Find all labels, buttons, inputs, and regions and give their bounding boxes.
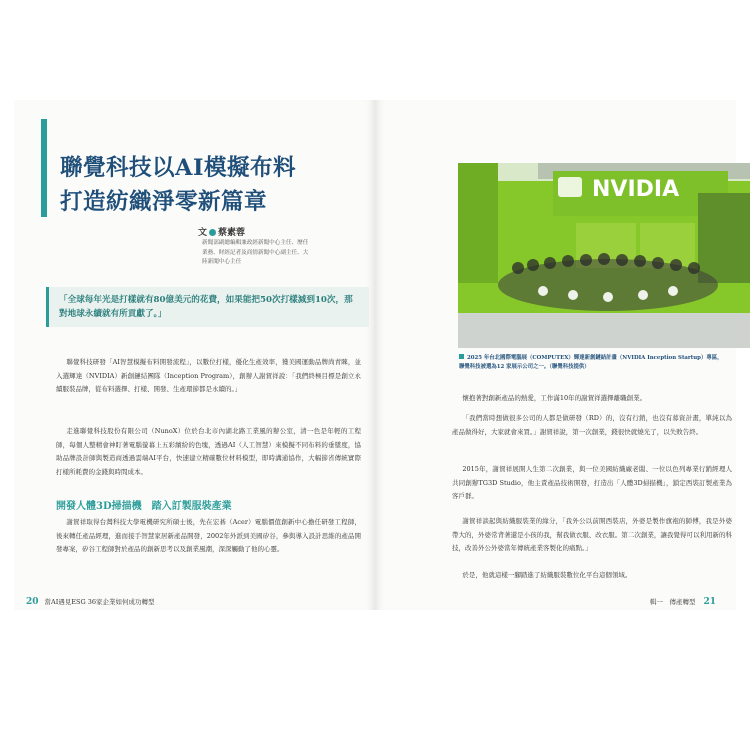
author-bio: 新聞部副總編輯兼政經新聞中心主任、歷任業務、財經記者及商情新聞中心副主任、大陸新聞中心主任 — [202, 240, 309, 265]
body-paragraph — [452, 515, 732, 556]
byline-author: 蔡素蓉 — [218, 228, 246, 238]
right-folio — [650, 597, 716, 607]
paragraph-text: 「我們當時想做很多公司的人都是做研發（RD）的，沒有行銷，也沒有募資計畫，單純以為產品做得好，大家就會來買。」謝賀祥說，第一次創業，錢很快就燒光了，以失敗告終。 — [452, 414, 732, 436]
booth-photo — [458, 163, 750, 348]
title-accent-bar — [41, 119, 47, 217]
body-paragraph — [452, 412, 732, 439]
body-paragraph — [56, 425, 361, 479]
running-head: 當AI遇見ESG 36家企業如何成功轉型 — [44, 598, 155, 606]
nvidia-sign: NVIDIA — [592, 177, 680, 202]
article-title — [60, 151, 360, 219]
caption-line-1 — [459, 354, 734, 363]
byline-prefix: 文 — [198, 228, 208, 238]
title-line-1: 聯覺科技以AI模擬布料 — [60, 155, 296, 181]
caption-line-2: 聯覺科技被選為12 家展示公司之一。（聯覺科技提供） — [459, 364, 590, 370]
byline — [198, 225, 245, 238]
paragraph-text: 走進聯覺科技股份有限公司（NunoX）位於台北市內湖北路工業風的辦公室，清一色是年輕的工程師，每個人整精會神盯著電腦螢幕上五彩繽紛的色塊，透過AI（人工智慧）來模擬不同布料的垂墜度，協助品牌設計師與製造商透過雲端AI平台，快速建立精確數位材料模型，即時溝通協作，大幅節省傳統實際打樣所耗費的金錢與時間成本。 — [56, 427, 361, 476]
page-number: 21 — [703, 597, 717, 607]
paragraph-text: 於是，他就這樣一腳踏進了紡織服裝數位化平台這個領域。 — [462, 571, 632, 579]
paragraph-text: 懷抱著對創新產品的熱愛，工作滿10年的謝賀祥選擇離職創業。 — [462, 394, 647, 402]
paragraph-text: 謝賀祥取得台灣科技大學電機研究所碩士後，先在宏碁（Acer）電腦價值創新中心擔任研發工程師，後來轉任產品經理，進而接手智慧家居新產品開發，2002年外派到美國矽谷，參與導入設計思維的產品開發專案，矽谷工程師對於產品的創新思考以及創業風潮，深深觸動了他的心靈。 — [56, 518, 361, 553]
paragraph-text: 謝賀祥談起與紡織服裝業的緣分，「我外公以前開西裝店，外婆是製作旗袍的師傅，我是外婆帶大的，外婆常背著還是小孩的我，幫我做衣服、改衣服。第二次創業，讓我覺得可以利用新的科技，改善外公外婆當年傳統產業客製化的痛點。」 — [452, 517, 732, 552]
photo-caption — [459, 354, 734, 372]
running-head: 輯一 傳產轉型 — [650, 598, 696, 606]
paragraph-text: 聯覺科技研發「AI智慧模擬布料開發流程」，以數位打樣，優化生產效率，獲美國運動品牌尚青睞，並入選輝達（NVIDIA）新創鏈結團隊（Inception Program），創辦人謝賀祥說：「我們終極目標是創立永續服裝品牌，從布料選擇、打樣、開發、生產環節都是永續的。」 — [56, 358, 361, 393]
body-paragraph — [56, 356, 361, 397]
caption-marker-icon — [459, 354, 464, 359]
caption-text: 2025 年台北國際電腦展（COMPUTEX）輝達新創鏈結計畫（NVIDIA Inception Startup）專區， — [467, 355, 723, 361]
booth-photo-illustration — [458, 163, 750, 348]
body-paragraph — [452, 463, 732, 504]
body-paragraph — [56, 516, 361, 557]
title-line-2: 打造紡織淨零新篇章 — [60, 189, 268, 215]
paragraph-text: 2015年，謝賀祥展開人生第二次創業，與一位美國紡織廠老闆、一位以色列專業行銷經理人共同創辦TG3D Studio，他主責產品技術開發，打造出「人體3D掃描機」，鎖定西裝訂製產業為客戶群。 — [452, 465, 732, 500]
left-folio — [26, 597, 155, 607]
body-paragraph — [452, 392, 732, 406]
page-number: 20 — [26, 597, 39, 607]
pull-quote: 「全球每年光是打樣就有80億美元的花費，如果能把50次打樣減到10次，那對地球永續就有所貢獻了。」 — [46, 287, 369, 327]
bullet-icon — [209, 229, 216, 236]
section-subhead: 開發人體3D掃描機 踏入訂製服裝產業 — [56, 501, 232, 512]
body-paragraph — [452, 569, 732, 583]
